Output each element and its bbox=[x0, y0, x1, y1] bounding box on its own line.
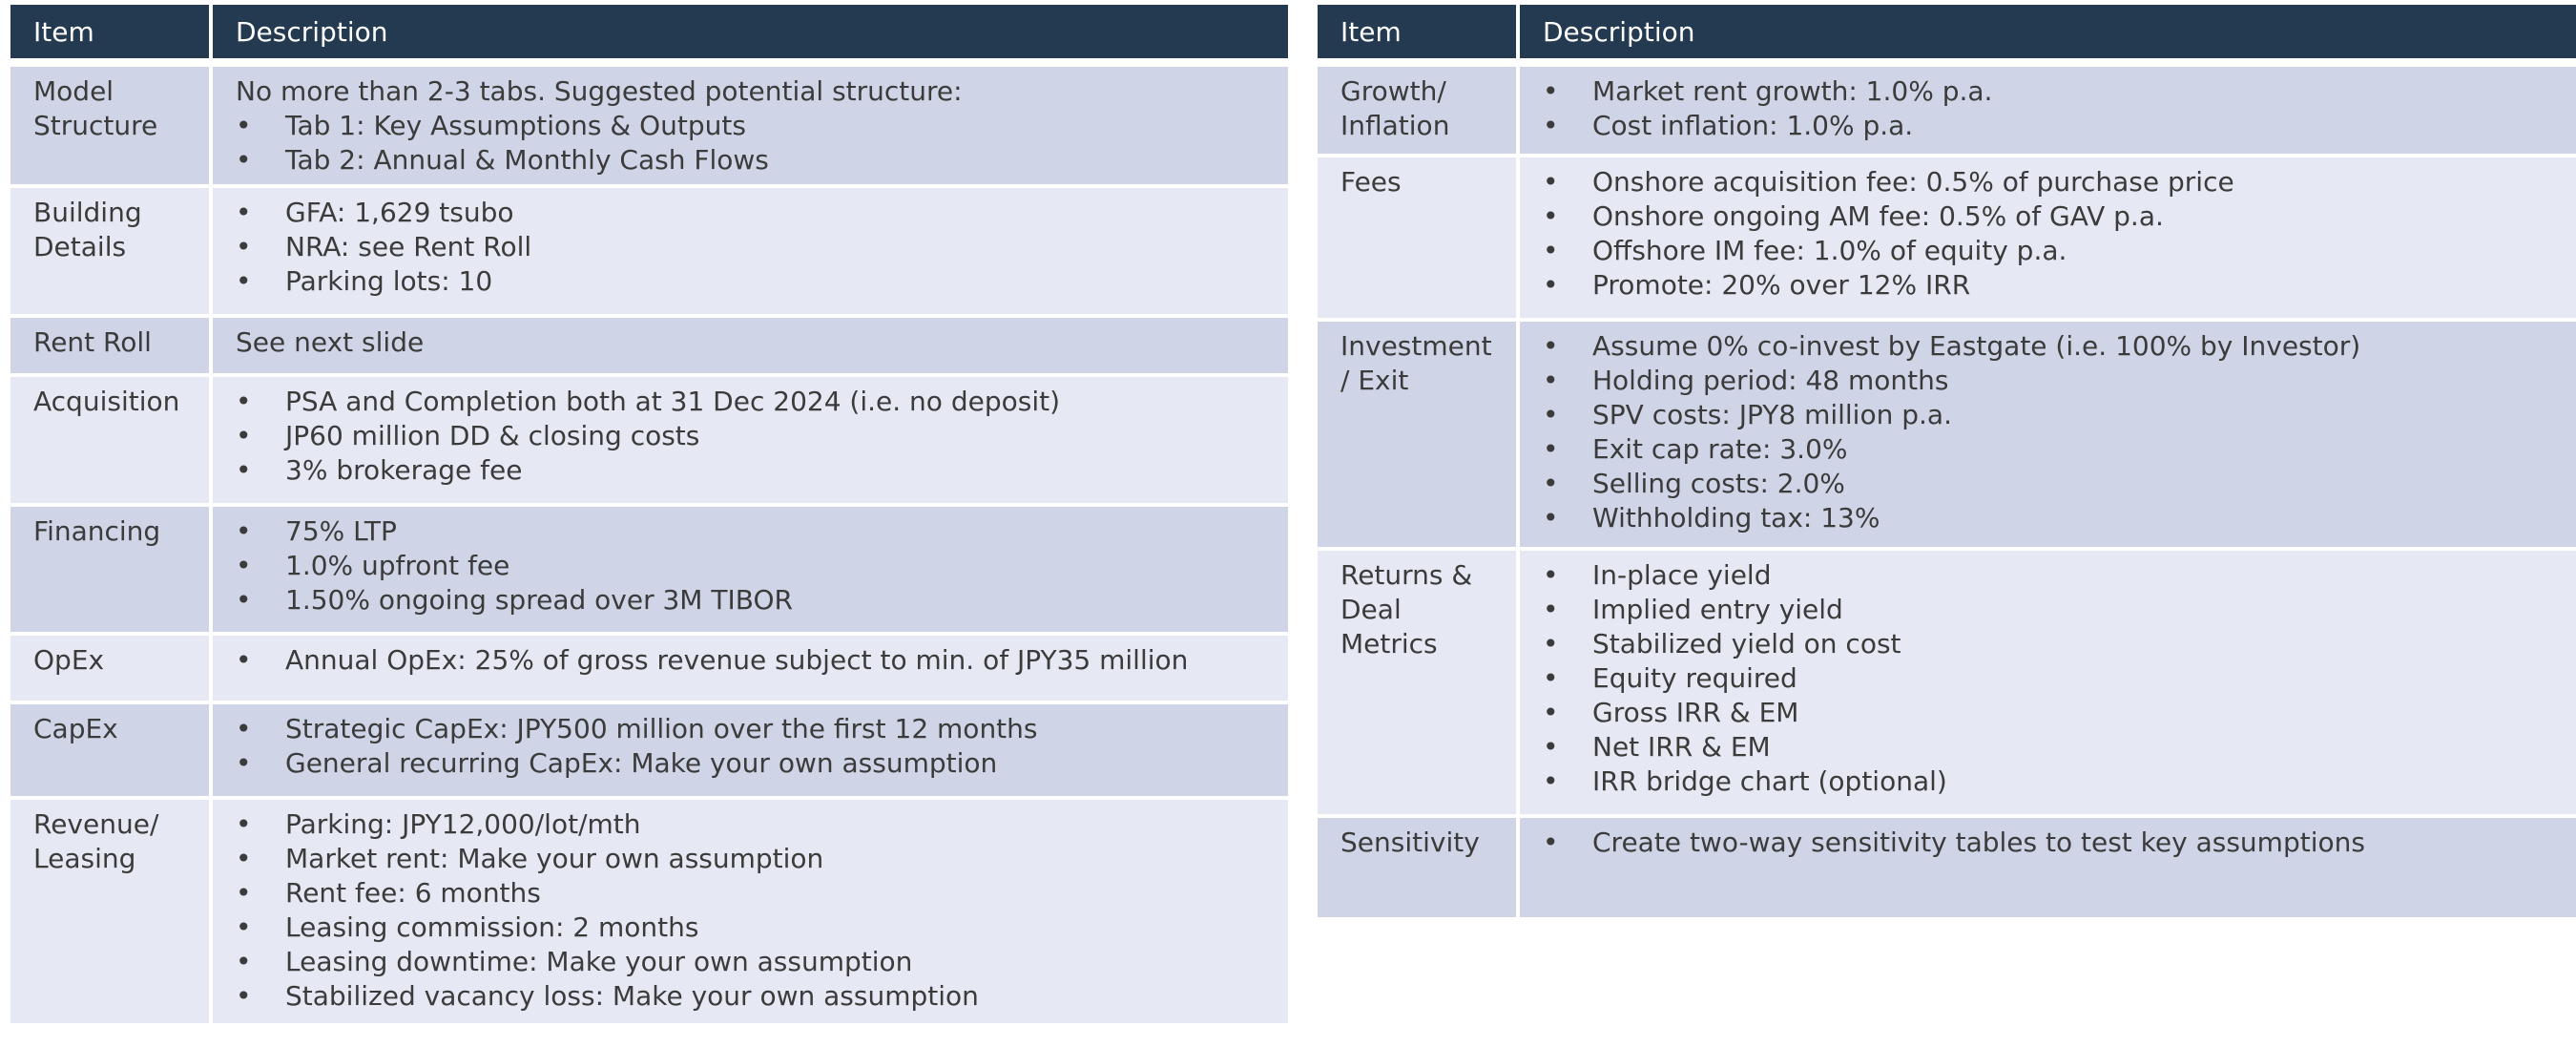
header-row bbox=[10, 5, 1288, 58]
header-description: Description bbox=[213, 5, 1288, 58]
row-description bbox=[213, 58, 1288, 184]
bullet-item: • Leasing commission: 2 months bbox=[236, 911, 1278, 945]
header-row bbox=[1318, 5, 2576, 58]
bullet-item: • Rent fee: 6 months bbox=[236, 876, 1278, 911]
bullet-list bbox=[236, 109, 1278, 178]
bullet-item: • Onshore acquisition fee: 0.5% of purchase price bbox=[1543, 165, 2576, 199]
row-item: Revenue/ Leasing bbox=[10, 796, 213, 1023]
row-item: Building Details bbox=[10, 184, 213, 314]
table-row bbox=[1318, 814, 2576, 917]
bullet-list bbox=[236, 196, 1278, 299]
assumptions-table-right bbox=[1318, 5, 2576, 917]
table-row bbox=[1318, 318, 2576, 547]
table-row bbox=[10, 58, 1288, 184]
row-description bbox=[213, 314, 1288, 373]
assumptions-table-left bbox=[10, 5, 1288, 1023]
row-item: OpEx bbox=[10, 632, 213, 701]
bullet-item: • Stabilized yield on cost bbox=[1543, 627, 2576, 661]
row-description bbox=[1520, 154, 2576, 318]
row-item: Model Structure bbox=[10, 58, 213, 184]
bullet-item: • Strategic CapEx: JPY500 million over the first 12 months bbox=[236, 712, 1278, 746]
description-intro: See next slide bbox=[236, 326, 425, 358]
table-row bbox=[10, 796, 1288, 1023]
bullet-list bbox=[1543, 826, 2576, 860]
row-description bbox=[213, 632, 1288, 701]
bullet-list bbox=[236, 807, 1278, 1014]
row-description bbox=[213, 503, 1288, 632]
bullet-item: • Market rent: Make your own assumption bbox=[236, 842, 1278, 876]
bullet-item: • Tab 2: Annual & Monthly Cash Flows bbox=[236, 143, 1278, 178]
bullet-list bbox=[236, 514, 1278, 618]
row-item: CapEx bbox=[10, 701, 213, 796]
bullet-item: • Parking: JPY12,000/lot/mth bbox=[236, 807, 1278, 842]
description-intro: No more than 2-3 tabs. Suggested potential structure: bbox=[236, 75, 963, 107]
table-row bbox=[1318, 547, 2576, 814]
bullet-item: • 3% brokerage fee bbox=[236, 453, 1278, 488]
bullet-item: • Selling costs: 2.0% bbox=[1543, 467, 2576, 501]
row-description bbox=[1520, 814, 2576, 917]
bullet-item: • Onshore ongoing AM fee: 0.5% of GAV p.a. bbox=[1543, 199, 2576, 234]
row-item: Rent Roll bbox=[10, 314, 213, 373]
bullet-list bbox=[1543, 329, 2576, 535]
bullet-item: • Withholding tax: 13% bbox=[1543, 501, 2576, 535]
bullet-item: • Promote: 20% over 12% IRR bbox=[1543, 268, 2576, 303]
row-item: Returns & Deal Metrics bbox=[1318, 547, 1520, 814]
bullet-list bbox=[236, 712, 1278, 781]
table-body bbox=[1318, 58, 2576, 917]
row-item: Financing bbox=[10, 503, 213, 632]
header-item: Item bbox=[10, 5, 213, 58]
header-description: Description bbox=[1520, 5, 2576, 58]
bullet-item: • Leasing downtime: Make your own assumption bbox=[236, 945, 1278, 979]
bullet-item: • PSA and Completion both at 31 Dec 2024 (i.e. no deposit) bbox=[236, 385, 1278, 419]
bullet-item: • Gross IRR & EM bbox=[1543, 696, 2576, 730]
bullet-item: • 75% LTP bbox=[236, 514, 1278, 549]
table-row bbox=[10, 373, 1288, 503]
bullet-list bbox=[236, 643, 1278, 678]
bullet-item: • Offshore IM fee: 1.0% of equity p.a. bbox=[1543, 234, 2576, 268]
bullet-item: • 1.0% upfront fee bbox=[236, 549, 1278, 583]
bullet-item: • 1.50% ongoing spread over 3M TIBOR bbox=[236, 583, 1278, 618]
bullet-item: • SPV costs: JPY8 million p.a. bbox=[1543, 398, 2576, 432]
row-item: Growth/ Inflation bbox=[1318, 58, 1520, 154]
row-item: Investment / Exit bbox=[1318, 318, 1520, 547]
table-row bbox=[1318, 58, 2576, 154]
table-row bbox=[10, 184, 1288, 314]
table-row bbox=[1318, 154, 2576, 318]
bullet-list bbox=[1543, 558, 2576, 799]
row-description bbox=[213, 796, 1288, 1023]
bullet-item: • Assume 0% co-invest by Eastgate (i.e. 100% by Investor) bbox=[1543, 329, 2576, 364]
bullet-list bbox=[1543, 74, 2576, 143]
bullet-list bbox=[236, 385, 1278, 488]
bullet-item: • Cost inflation: 1.0% p.a. bbox=[1543, 109, 2576, 143]
table-body bbox=[10, 58, 1288, 1023]
bullet-item: • Create two-way sensitivity tables to test key assumptions bbox=[1543, 826, 2576, 860]
row-description bbox=[213, 701, 1288, 796]
row-item: Acquisition bbox=[10, 373, 213, 503]
bullet-item: • General recurring CapEx: Make your own assumption bbox=[236, 746, 1278, 781]
row-description bbox=[1520, 58, 2576, 154]
row-description bbox=[213, 373, 1288, 503]
bullet-item: • In-place yield bbox=[1543, 558, 2576, 593]
bullet-list bbox=[1543, 165, 2576, 303]
bullet-item: • Holding period: 48 months bbox=[1543, 364, 2576, 398]
bullet-item: • GFA: 1,629 tsubo bbox=[236, 196, 1278, 230]
bullet-item: • Stabilized vacancy loss: Make your own assumption bbox=[236, 979, 1278, 1014]
bullet-item: • Exit cap rate: 3.0% bbox=[1543, 432, 2576, 467]
row-description bbox=[213, 184, 1288, 314]
bullet-item: • Parking lots: 10 bbox=[236, 264, 1278, 299]
bullet-item: • Tab 1: Key Assumptions & Outputs bbox=[236, 109, 1278, 143]
table-row bbox=[10, 314, 1288, 373]
bullet-item: • Net IRR & EM bbox=[1543, 730, 2576, 764]
bullet-item: • Equity required bbox=[1543, 661, 2576, 696]
table-row bbox=[10, 503, 1288, 632]
table-row bbox=[10, 701, 1288, 796]
bullet-item: • Market rent growth: 1.0% p.a. bbox=[1543, 74, 2576, 109]
bullet-item: • JP60 million DD & closing costs bbox=[236, 419, 1278, 453]
row-description bbox=[1520, 318, 2576, 547]
bullet-item: • Implied entry yield bbox=[1543, 593, 2576, 627]
bullet-item: • IRR bridge chart (optional) bbox=[1543, 764, 2576, 799]
header-item: Item bbox=[1318, 5, 1520, 58]
bullet-item: • NRA: see Rent Roll bbox=[236, 230, 1278, 264]
bullet-item: • Annual OpEx: 25% of gross revenue subject to min. of JPY35 million bbox=[236, 643, 1278, 678]
row-description bbox=[1520, 547, 2576, 814]
table-row bbox=[10, 632, 1288, 701]
row-item: Fees bbox=[1318, 154, 1520, 318]
row-item: Sensitivity bbox=[1318, 814, 1520, 917]
